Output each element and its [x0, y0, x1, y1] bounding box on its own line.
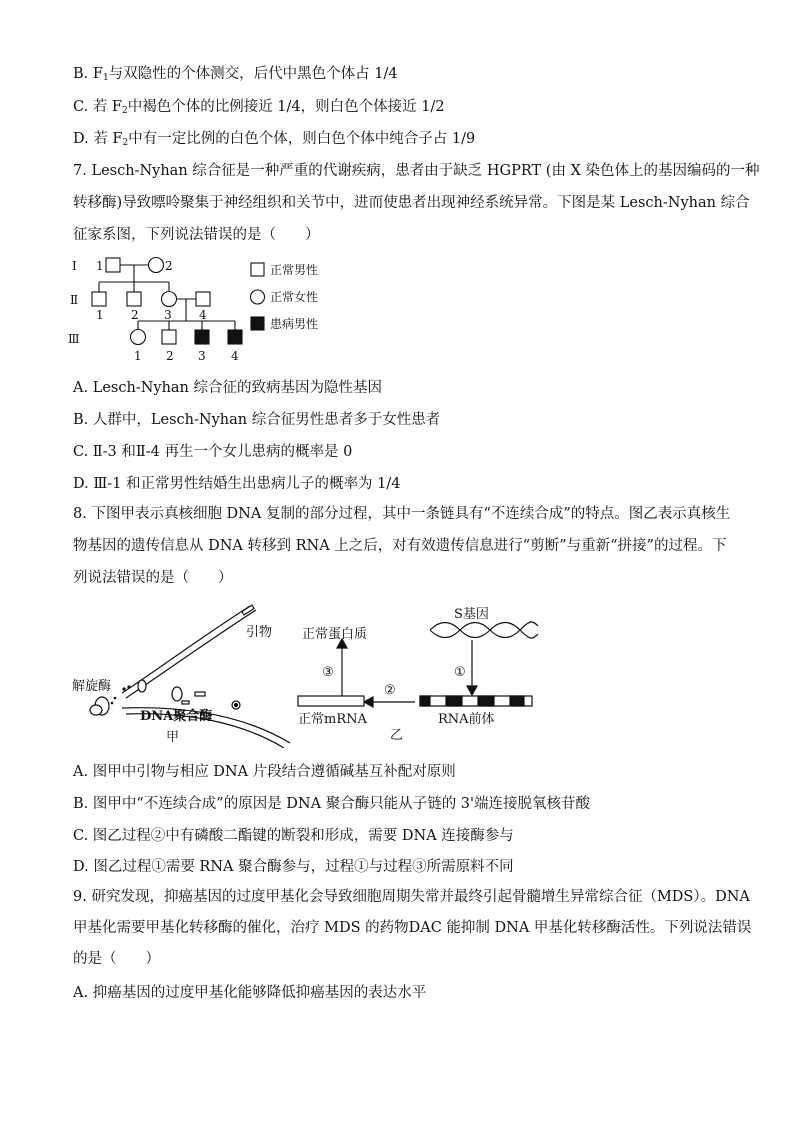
g3-number-4: 4 — [231, 349, 239, 363]
s-gene-label: S基因 — [454, 607, 489, 622]
q8-option-d: D. 图乙过程①需要 RNA 聚合酶参与，过程①与过程③所需原料不同 — [73, 859, 514, 875]
generation-label-2: Ⅱ — [70, 293, 79, 307]
normal-protein-label: 正常蛋白质 — [302, 627, 368, 642]
q9-stem-line3: 的是（ ） — [73, 951, 160, 967]
step1-label: ① — [454, 665, 466, 680]
q7-stem-line1: 7. Lesch-Nyhan 综合征是一种严重的代谢疾病，患者由于缺乏 HGPRT (由 X 染色体上的基因编码的一种 — [73, 163, 760, 179]
legend-affected-symbol — [251, 317, 264, 330]
q8-option-c: C. 图乙过程②中有磷酸二酯键的断裂和形成，需要 DNA 连接酶参与 — [73, 828, 514, 844]
q9-option-a: A. 抑癌基因的过度甲基化能够降低抑癌基因的表达水平 — [73, 985, 427, 1001]
normal-mrna-label: 正常mRNA — [298, 712, 367, 727]
q8-option-a: A. 图甲中引物与相应 DNA 片段结合遵循碱基互补配对原则 — [73, 764, 456, 780]
g2-male-2 — [127, 292, 141, 306]
step3-label: ③ — [322, 665, 334, 680]
g3-female-1 — [131, 330, 146, 345]
figure-label-jia: 甲 — [166, 730, 180, 745]
g2-male-4 — [196, 292, 210, 306]
g2-number-2: 2 — [131, 308, 139, 322]
g3-number-3: 3 — [198, 349, 206, 363]
q7-option-a: A. Lesch-Nyhan 综合征的致病基因为隐性基因 — [73, 380, 383, 396]
q7-option-c: C. Ⅱ-3 和Ⅱ-4 再生一个女儿患病的概率是 0 — [73, 444, 353, 460]
g3-number-2: 2 — [166, 349, 174, 363]
step2-label: ② — [384, 683, 396, 698]
q7-stem-line2: 转移酶)导致嘌呤聚集于神经组织和关节中，进而使患者出现神经系统异常。下图是某 Lesch-Nyhan 综合 — [73, 195, 750, 211]
g3-male-2 — [162, 330, 176, 344]
q7-option-d: D. Ⅲ-1 和正常男性结婚生出患病儿子的概率为 1/4 — [73, 476, 401, 492]
q6-option-b: B. $F_1$与双隐性的个体测交，后代中黑色个体占 1/4 — [73, 66, 398, 83]
legend-male-symbol — [251, 263, 264, 276]
g1-number-2: 2 — [165, 259, 173, 273]
figure-label-yi: 乙 — [390, 728, 404, 743]
g3-affected-male-4 — [228, 330, 242, 344]
normal-mrna-bar — [298, 696, 364, 706]
dna-replication-figure — [70, 598, 540, 748]
generation-label-3: Ⅲ — [68, 332, 80, 346]
q8-stem-line2: 物基因的遗传信息从 DNA 转移到 RNA 上之后，对有效遗传信息进行“剪断”与重新“拼接”的过程。下 — [73, 538, 727, 554]
generation-label-1: Ⅰ — [72, 259, 77, 273]
q8-stem-line1: 8. 下图甲表示真核细胞 DNA 复制的部分过程，其中一条链具有“不连续合成”的特点。图乙表示真核生 — [73, 506, 731, 522]
g2-female-3 — [162, 292, 177, 307]
q7-option-b: B. 人群中，Lesch-Nyhan 综合征男性患者多于女性患者 — [73, 412, 441, 428]
helicase-label: 解旋酶 — [72, 679, 112, 694]
q6-option-c: C. 若 $F_2$中褐色个体的比例接近 1/4，则白色个体接近 1/2 — [73, 99, 445, 116]
primer-label: 引物 — [246, 625, 273, 640]
g2-number-4: 4 — [199, 308, 207, 322]
polymerase-label: DNA聚合酶 — [140, 709, 213, 724]
g3-number-1: 1 — [134, 349, 142, 363]
q7-stem-line3: 征家系图，下列说法错误的是（ ） — [73, 227, 320, 243]
rna-precursor-label: RNA前体 — [438, 712, 495, 727]
g1-male-1 — [106, 258, 120, 272]
g1-number-1: 1 — [96, 259, 104, 273]
q8-stem-line3: 列说法错误的是（ ） — [73, 570, 233, 586]
g3-affected-male-3 — [195, 330, 209, 344]
pedigree-chart — [60, 250, 360, 370]
q9-stem-line1: 9. 研究发现，抑癌基因的过度甲基化会导致细胞周期失常并最终引起骨髓增生异常综合征（MDS）。DNA — [73, 889, 750, 905]
g2-number-1: 1 — [96, 308, 104, 322]
legend-female-symbol — [251, 290, 265, 304]
dna-polymerase-icon — [172, 687, 182, 701]
g2-number-3: 3 — [164, 308, 172, 322]
primer-mark — [242, 605, 254, 615]
legend-female-label: 正常女性 — [270, 290, 319, 304]
q6-option-d: D. 若 $F_2$中有一定比例的白色个体，则白色个体中纯合子占 1/9 — [73, 131, 476, 148]
legend-male-label: 正常男性 — [270, 263, 319, 277]
q9-stem-line2: 甲基化需要甲基化转移酶的催化，治疗 MDS 的药物DAC 能抑制 DNA 甲基化转移酶活性。下列说法错误 — [73, 920, 752, 936]
g2-male-1 — [92, 292, 106, 306]
g1-female-2 — [149, 258, 164, 273]
legend-affected-label: 患病男性 — [270, 317, 319, 331]
q8-option-b: B. 图甲中“不连续合成”的原因是 DNA 聚合酶只能从子链的 3'端连接脱氧核苷酸 — [73, 796, 591, 812]
